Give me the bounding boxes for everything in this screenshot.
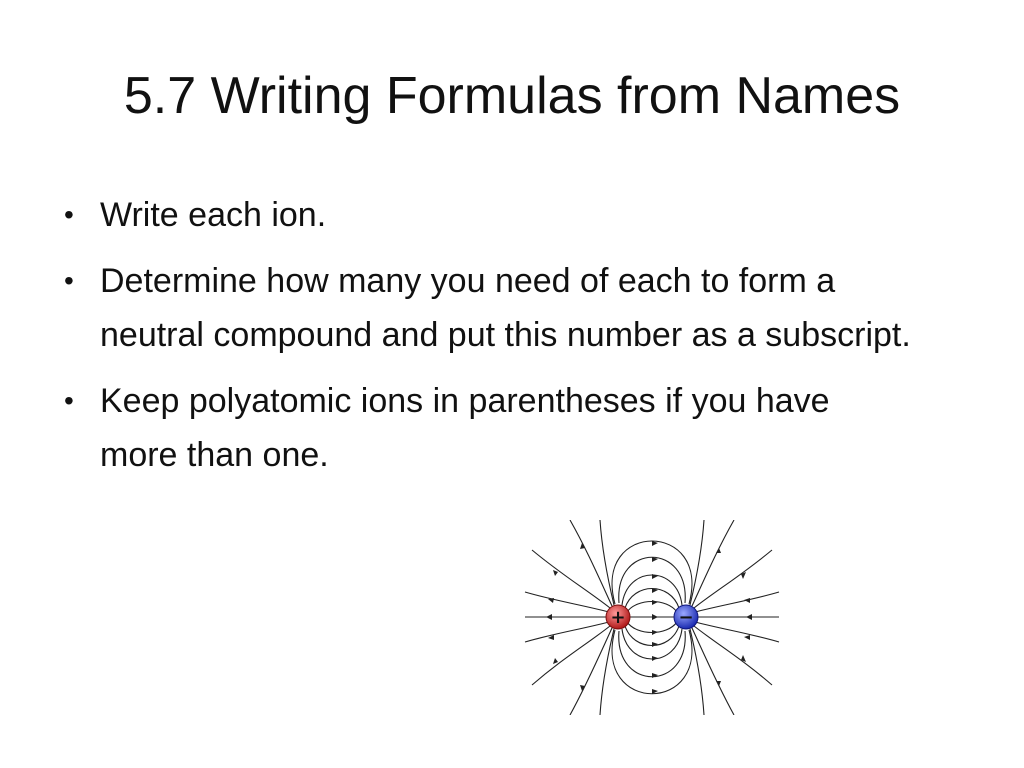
negative-symbol: − [678,607,694,628]
positive-symbol: + [610,607,626,628]
bullet-dot: • [64,199,74,230]
bullet-text: Keep polyatomic ions in parentheses if you have more than one. [100,382,830,474]
negative-charge [674,605,698,629]
dipole-field-diagram [522,520,782,715]
bullet-item [56,374,916,482]
bullet-text: Write each ion. [100,196,327,234]
bullet-item [56,254,916,362]
bullet-text: Determine how many you need of each to form a neutral compound and put this number as a subscript. [100,262,911,354]
bullet-item [56,188,916,242]
bullet-list [56,188,916,494]
slide-title: 5.7 Writing Formulas from Names [123,67,901,125]
bullet-dot: • [64,385,74,416]
bullet-dot: • [64,265,74,296]
positive-charge [606,605,630,629]
